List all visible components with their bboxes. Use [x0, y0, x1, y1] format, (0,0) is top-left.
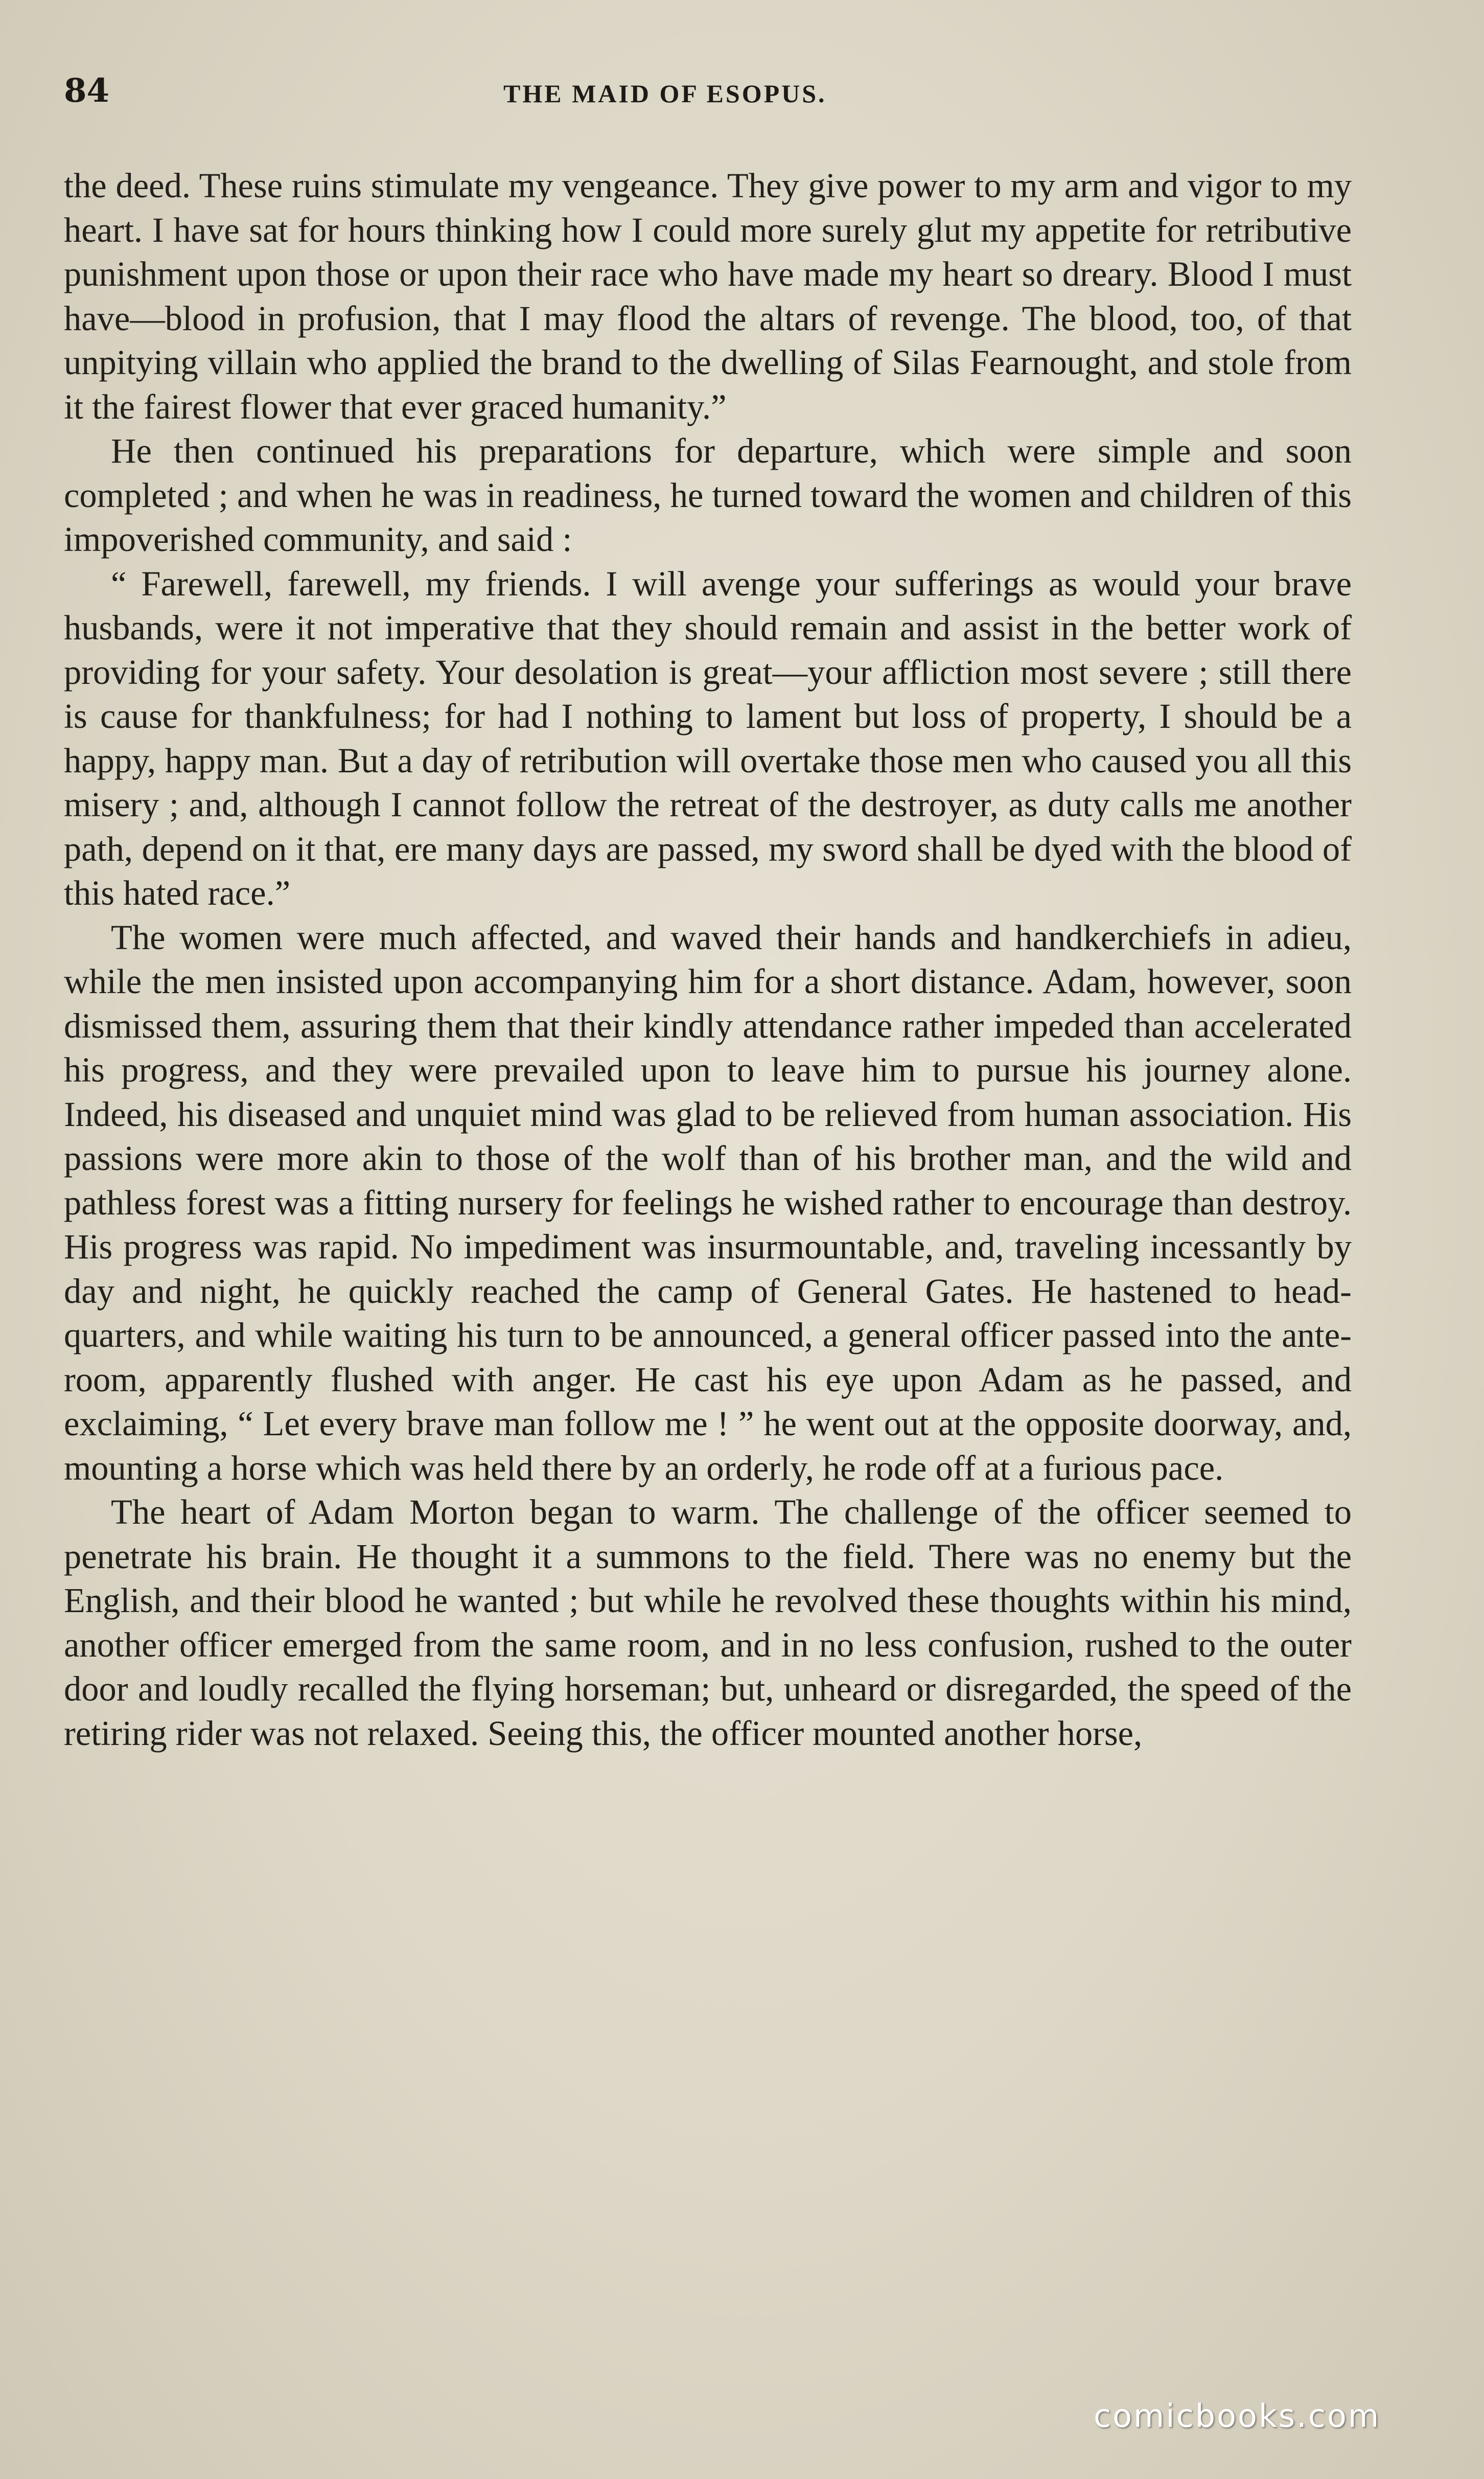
paragraph-2: He then continued his preparations for departure, which were simple and soon completed ; and when he was in readiness, he turned toward the women and children of this impoverished community, and said : [64, 431, 1352, 559]
paragraph-4: The women were much affected, and waved their hands and handkerchiefs in adieu, while the men insisted upon accompanying him for a short distance. Adam, however, soon dismissed them, assuring them that their kindly attendance rather impeded than accelerated his progress, and they were prevailed upon to leave him to pursue his journey alone. Indeed, his diseased and unquiet mind was glad to be relieved from human association. His passions were more akin to those of the wolf than of his brother man, and the wild and pathless forest was a fitting nursery for feelings he wished rather to encourage than destroy. His progress was rapid. No impediment was insurmountable, and, traveling incessantly by day and night, he quickly reached the camp of General Gates. He hastened to head-quarters, and while waiting his turn to be announced, a general officer passed into the ante-room, apparently flushed with anger. He cast his eye upon Adam as he passed, and exclaiming, “ Let every brave man follow me ! ” he went out at the opposite doorway, and, mounting a horse which was held there by an orderly, he rode off at a furious pace. [64, 917, 1352, 1487]
body-text [64, 164, 1352, 1755]
paragraph-5: The heart of Adam Morton began to warm. The challenge of the officer seemed to penetrate his brain. He thought it a summons to the field. There was no enemy but the English, and their blood he wanted ; but while he revolved these thoughts within his mind, another officer emerged from the same room, and in no less confusion, rushed to the outer door and loudly recalled the flying horseman; but, unheard or disregarded, the speed of the retiring rider was not relaxed. Seeing this, the officer mounted another horse, [64, 1493, 1352, 1753]
watermark: comicbooks.com [1094, 2397, 1381, 2435]
running-head: THE MAID OF ESOPUS. [503, 79, 827, 108]
paragraph-1: the deed. These ruins stimulate my vengeance. They give power to my arm and vigor to my heart. I have sat for hours thinking how I could more surely glut my appetite for retributive punishment upon those or upon their race who have made my heart so dreary. Blood I must have—blood in profusion, that I may flood the altars of revenge. The blood, too, of that unpitying villain who applied the brand to the dwelling of Silas Fearnought, and stole from it the fairest flower that ever graced humanity.” [64, 166, 1352, 426]
paragraph-3: “ Farewell, farewell, my friends. I will avenge your sufferings as would your brave husbands, were it not imperative that they should remain and assist in the better work of providing for your safety. Your desolation is great—your affliction most severe ; still there is cause for thankfulness; for had I nothing to lament but loss of property, I should be a happy, happy man. But a day of retribution will overtake those men who caused you all this misery ; and, although I cannot follow the retreat of the destroyer, as duty calls me another path, depend on it that, ere many days are passed, my sword shall be dyed with the blood of this hated race.” [64, 564, 1352, 912]
page-number: 84 [64, 72, 110, 110]
page-header [64, 72, 1352, 118]
